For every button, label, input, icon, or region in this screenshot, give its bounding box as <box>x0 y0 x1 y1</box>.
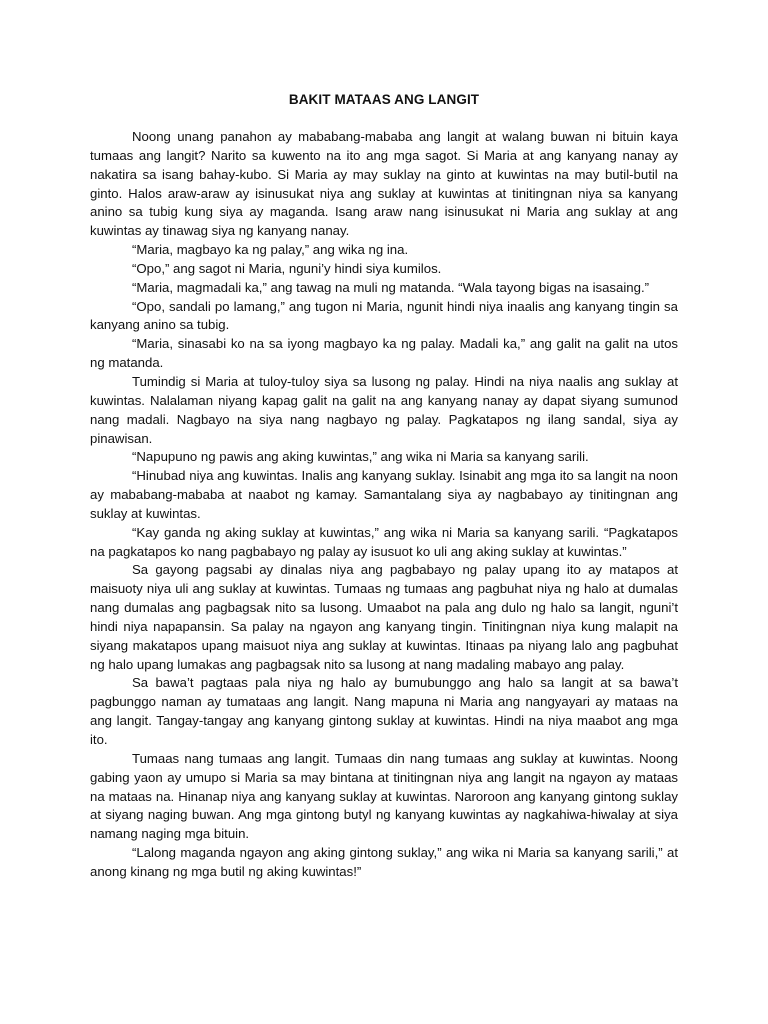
paragraph: “Opo, sandali po lamang,” ang tugon ni Maria, ngunit hindi niya inaalis ang kanyang tingin sa kanyang anino sa tubig. <box>90 298 678 333</box>
paragraph: Tumaas nang tumaas ang langit. Tumaas din nang tumaas ang suklay at kuwintas. Noong gabing yaon ay umupo si Maria sa may bintana at tinitingnan niya ang langit na ngayon ay mataas na mataas na. Hinanap niya ang kanyang suklay at kuwintas. Naroroon ang kanyang gintong suklay at siyang naging buwan. Ang mga gintong butyl ng kanyang kuwintas ay nagkahiwa-hiwalay at siya namang naging mga bituin. <box>90 750 678 842</box>
paragraph: Tumindig si Maria at tuloy-tuloy siya sa lusong ng palay. Hindi na niya naalis ang suklay at kuwintas. Nalalaman niyang kapag galit na galit na ang kanyang nanay ay dapat siyang sumunod nang madali. Nagbayo na siya nang nagbayo ng palay. Pagkatapos ng ilang sandal, siya ay pinawisan. <box>90 373 678 446</box>
paragraph: “Opo,” ang sagot ni Maria, nguni’y hindi siya kumilos. <box>132 260 442 276</box>
paragraph: “Napupuno ng pawis ang aking kuwintas,” ang wika ni Maria sa kanyang sarili. <box>132 449 589 465</box>
document-title: BAKIT MATAAS ANG LANGIT <box>288 92 480 107</box>
document-body <box>90 128 678 882</box>
paragraph: “Lalong maganda ngayon ang aking gintong suklay,” ang wika ni Maria sa kanyang sarili,” at anong kinang ng mga butil ng aking kuwintas!” <box>90 845 678 879</box>
paragraph: “Maria, sinasabi ko na sa iyong magbayo ka ng palay. Madali ka,” ang galit na galit na utos ng matanda. <box>90 336 678 371</box>
paragraph: Noong unang panahon ay mababang-mababa ang langit at walang buwan ni bituin kaya tumaas ang langit? Narito sa kuwento na ito ang mga sagot. Si Maria at ang kanyang nanay ay nakatira sa isang bahay-kubo. Si Maria ay may suklay na ginto at kuwintas na may butil-butil na ginto. Halos araw-araw ay isinusukat niya ang suklay at kuwintas at tinitingnan niya sa kanyang anino sa tubig kung siya ay maganda. Isang araw nang isinusukat ni Maria ang suklay at ang kuwintas ay tinawag siya ng kanyang nanay. <box>90 129 678 239</box>
paragraph: “Maria, magbayo ka ng palay,” ang wika ng ina. <box>132 242 409 258</box>
paragraph: “Maria, magmadali ka,” ang tawag na muli ng matanda. “Wala tayong bigas na isasaing.” <box>132 279 650 295</box>
paragraph: “Kay ganda ng aking suklay at kuwintas,” ang wika ni Maria sa kanyang sarili. “Pagkatapos na pagkatapos ko nang pagbabayo ng palay ay isusuot ko uli ang aking suklay at kuwintas.” <box>90 524 678 559</box>
paragraph: Sa bawa’t pagtaas pala niya ng halo ay bumubunggo ang halo sa langit at sa bawa’t pagbunggo naman ay tumataas ang langit. Nang mapuna ni Maria ang nangyayari ay mataas na ang langit. Tangay-tangay ang kanyang gintong suklay at kuwintas. Hindi na niya maabot ang mga ito. <box>90 675 678 747</box>
paragraph: Sa gayong pagsabi ay dinalas niya ang pagbabayo ng palay upang ito ay matapos at maisuoty niya uli ang suklay at kuwintas. Tumaas ng tumaas ang pagbuhat niya ng halo at dumalas nang dumalas ang pagbagsak nito sa lusong. Umaabot na pala ang dulo ng halo sa langit, nguni’t hindi niya napapansin. Sa palay na ngayon ang kanyang tingin. Tinitingnan niya kung malapit na siyang makatapos upang maisuot niya ang suklay at kuwintas. Itinaas pa niyang lalo ang pagbuhat ng halo upang lumakas ang pagbagsak nito sa lusong at nang madaling mabayo ang palay. <box>90 562 678 672</box>
paragraph: “Hinubad niya ang kuwintas. Inalis ang kanyang suklay. Isinabit ang mga ito sa langit na noon ay mababang-mababa at naabot ng kamay. Samantalang siya ay nagbabayo ay tinitingnan ang suklay at kuwintas. <box>90 468 678 521</box>
